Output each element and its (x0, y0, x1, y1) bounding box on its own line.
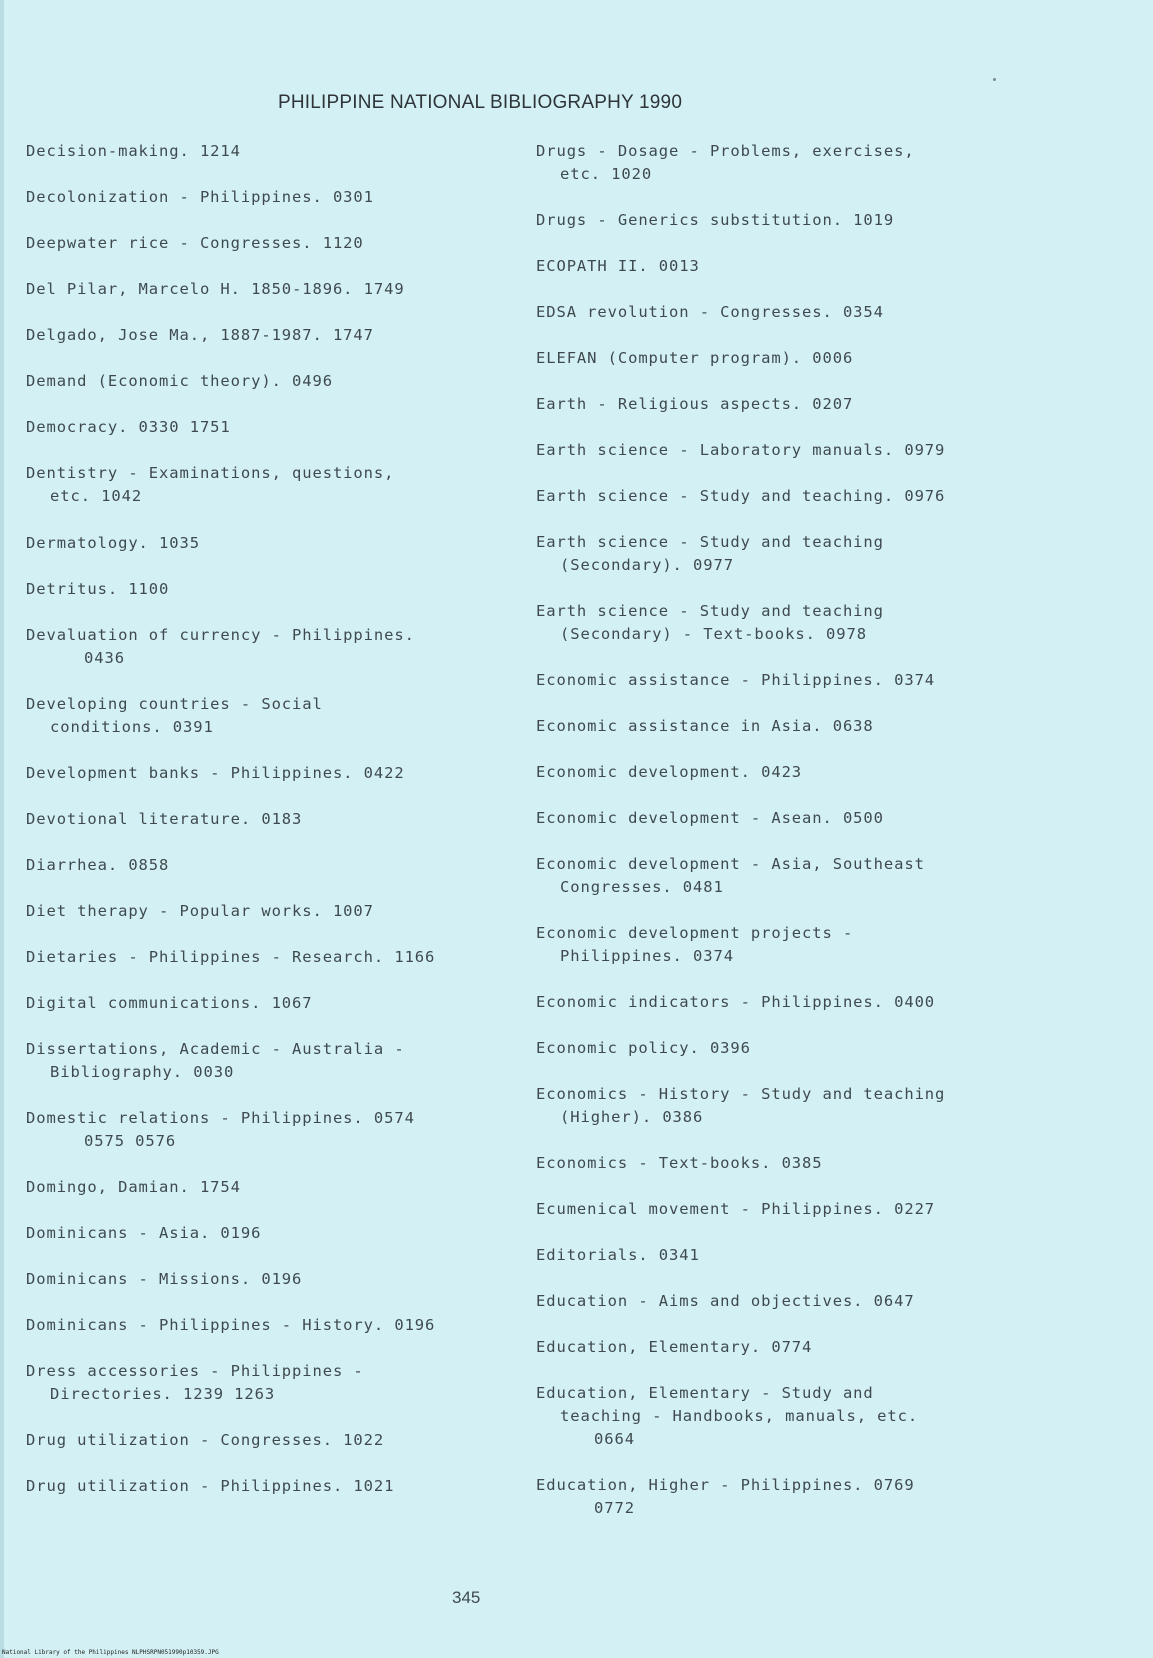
entry-heading: ECOPATH II. 0013 (536, 257, 700, 275)
entry-heading: Economic assistance in Asia. 0638 (536, 717, 874, 735)
index-entry (26, 324, 374, 347)
entry-heading: Dominicans - Missions. 0196 (26, 1270, 303, 1288)
entry-continuation: (Secondary) - Text-books. 0978 (560, 625, 867, 643)
entry-heading: Dietaries - Philippines - Research. 1166 (26, 948, 436, 966)
entry-heading: Diet therapy - Popular works. 1007 (26, 902, 374, 920)
index-entry (26, 416, 231, 439)
entry-heading: Decision-making. 1214 (26, 142, 241, 160)
index-entry (536, 991, 935, 1014)
index-entry (536, 209, 894, 232)
entry-heading: Earth science - Laboratory manuals. 0979 (536, 441, 946, 459)
index-entry (26, 1429, 384, 1452)
index-entry (26, 762, 405, 785)
entry-heading: Ecumenical movement - Philippines. 0227 (536, 1200, 936, 1218)
entry-heading: Economics - Text-books. 0385 (536, 1154, 823, 1172)
entry-continuation: etc. 1042 (50, 487, 143, 505)
index-entry (26, 693, 323, 739)
entry-heading: Development banks - Philippines. 0422 (26, 764, 405, 782)
entry-heading: Economic development projects - (536, 924, 854, 942)
entry-continuation: (Higher). 0386 (560, 1108, 704, 1126)
page-header-title: PHILIPPINE NATIONAL BIBLIOGRAPHY 1990 (278, 92, 683, 113)
index-entry (26, 1038, 405, 1084)
index-entry (536, 853, 925, 899)
index-entry (536, 1244, 700, 1267)
entry-heading: Economic development - Asean. 0500 (536, 809, 884, 827)
entry-heading: Earth - Religious aspects. 0207 (536, 395, 854, 413)
index-entry (26, 900, 374, 923)
entry-heading: Dissertations, Academic - Australia - (26, 1040, 405, 1058)
index-entry (26, 186, 374, 209)
entry-heading: Domestic relations - Philippines. 0574 (26, 1109, 415, 1127)
entry-heading: Earth science - Study and teaching (536, 533, 884, 551)
entry-heading: Drug utilization - Congresses. 1022 (26, 1431, 385, 1449)
page-left-edge (0, 0, 4, 1658)
index-entry (26, 1268, 302, 1291)
entry-heading: Del Pilar, Marcelo H. 1850-1896. 1749 (26, 280, 405, 298)
entry-continuation: Philippines. 0374 (560, 947, 734, 965)
entry-continuation: (Secondary). 0977 (560, 556, 734, 574)
index-entry (26, 232, 364, 255)
entry-heading: Economic assistance - Philippines. 0374 (536, 671, 936, 689)
index-entry (26, 1222, 261, 1245)
index-entry (536, 1382, 918, 1451)
entry-heading: Dominicans - Philippines - History. 0196 (26, 1316, 436, 1334)
entry-heading: Education - Aims and objectives. 0647 (536, 1292, 915, 1310)
index-entry (536, 301, 884, 324)
entry-continuation: 0664 (594, 1430, 635, 1448)
index-entry (536, 439, 945, 462)
entry-heading: Drugs - Dosage - Problems, exercises, (536, 142, 915, 160)
index-entry (536, 807, 884, 830)
entry-heading: Digital communications. 1067 (26, 994, 313, 1012)
entry-heading: Devotional literature. 0183 (26, 810, 303, 828)
index-entry (536, 140, 915, 186)
index-entry (26, 140, 241, 163)
index-entry (26, 578, 169, 601)
index-entry (26, 946, 435, 969)
entry-heading: Drug utilization - Philippines. 1021 (26, 1477, 395, 1495)
index-entry (536, 347, 853, 370)
entry-heading: Diarrhea. 0858 (26, 856, 170, 874)
index-entry (536, 669, 935, 692)
index-entry (536, 1336, 812, 1359)
entry-heading: Earth science - Study and teaching (536, 602, 884, 620)
entry-continuation: 0575 0576 (84, 1132, 177, 1150)
index-entry (26, 992, 313, 1015)
index-entry (536, 485, 945, 508)
index-entry (536, 761, 802, 784)
index-entry (26, 1107, 415, 1153)
entry-heading: Earth science - Study and teaching. 0976 (536, 487, 946, 505)
entry-continuation: Congresses. 0481 (560, 878, 724, 896)
entry-continuation: Directories. 1239 1263 (50, 1385, 276, 1403)
entry-heading: Delgado, Jose Ma., 1887-1987. 1747 (26, 326, 374, 344)
index-entry (536, 715, 874, 738)
index-entry (26, 1176, 241, 1199)
entry-heading: Domingo, Damian. 1754 (26, 1178, 241, 1196)
entry-continuation: 0436 (84, 649, 125, 667)
index-entry (26, 1475, 394, 1498)
entry-heading: Deepwater rice - Congresses. 1120 (26, 234, 364, 252)
entry-continuation: teaching - Handbooks, manuals, etc. (560, 1407, 919, 1425)
index-entry (536, 1083, 945, 1129)
index-entry (26, 1314, 435, 1337)
scan-footer: National Library of the Philippines NLPHSRPN051990p10359.JPG (2, 1649, 219, 1656)
entry-heading: Economic policy. 0396 (536, 1039, 751, 1057)
index-entry (26, 278, 405, 301)
entry-heading: Decolonization - Philippines. 0301 (26, 188, 374, 206)
entry-heading: Devaluation of currency - Philippines. (26, 626, 415, 644)
entry-heading: Demand (Economic theory). 0496 (26, 372, 333, 390)
index-entry (26, 370, 333, 393)
entry-continuation: conditions. 0391 (50, 718, 214, 736)
entry-heading: Editorials. 0341 (536, 1246, 700, 1264)
entry-heading: Economic development. 0423 (536, 763, 803, 781)
entry-heading: Economic indicators - Philippines. 0400 (536, 993, 936, 1011)
entry-heading: EDSA revolution - Congresses. 0354 (536, 303, 884, 321)
entry-continuation: Bibliography. 0030 (50, 1063, 235, 1081)
entry-heading: Dentistry - Examinations, questions, (26, 464, 395, 482)
entry-heading: Developing countries - Social (26, 695, 323, 713)
entry-heading: Education, Elementary. 0774 (536, 1338, 813, 1356)
index-entry (536, 1152, 823, 1175)
index-entry (536, 393, 853, 416)
index-entry (536, 1290, 915, 1313)
index-entry (536, 1198, 935, 1221)
index-entry (26, 462, 394, 508)
entry-heading: Education, Higher - Philippines. 0769 (536, 1476, 915, 1494)
index-entry (26, 808, 302, 831)
index-entry (26, 1360, 364, 1406)
entry-continuation: 0772 (594, 1499, 635, 1517)
index-entry (26, 624, 415, 670)
entry-heading: Dress accessories - Philippines - (26, 1362, 364, 1380)
entry-heading: Drugs - Generics substitution. 1019 (536, 211, 895, 229)
page-number: 345 (452, 1588, 481, 1607)
entry-heading: Economic development - Asia, Southeast (536, 855, 925, 873)
index-entry (536, 1037, 751, 1060)
entry-continuation: etc. 1020 (560, 165, 653, 183)
index-entry (536, 531, 884, 577)
index-entry (26, 532, 200, 555)
entry-heading: Dermatology. 1035 (26, 534, 200, 552)
entry-heading: Democracy. 0330 1751 (26, 418, 231, 436)
entry-heading: Dominicans - Asia. 0196 (26, 1224, 262, 1242)
index-entry (536, 922, 853, 968)
entry-heading: Detritus. 1100 (26, 580, 170, 598)
entry-heading: Education, Elementary - Study and (536, 1384, 874, 1402)
entry-heading: ELEFAN (Computer program). 0006 (536, 349, 854, 367)
entry-heading: Economics - History - Study and teaching (536, 1085, 946, 1103)
scan-speck (993, 78, 996, 81)
index-entry (26, 854, 169, 877)
index-entry (536, 255, 700, 278)
index-entry (536, 600, 884, 646)
index-entry (536, 1474, 915, 1520)
